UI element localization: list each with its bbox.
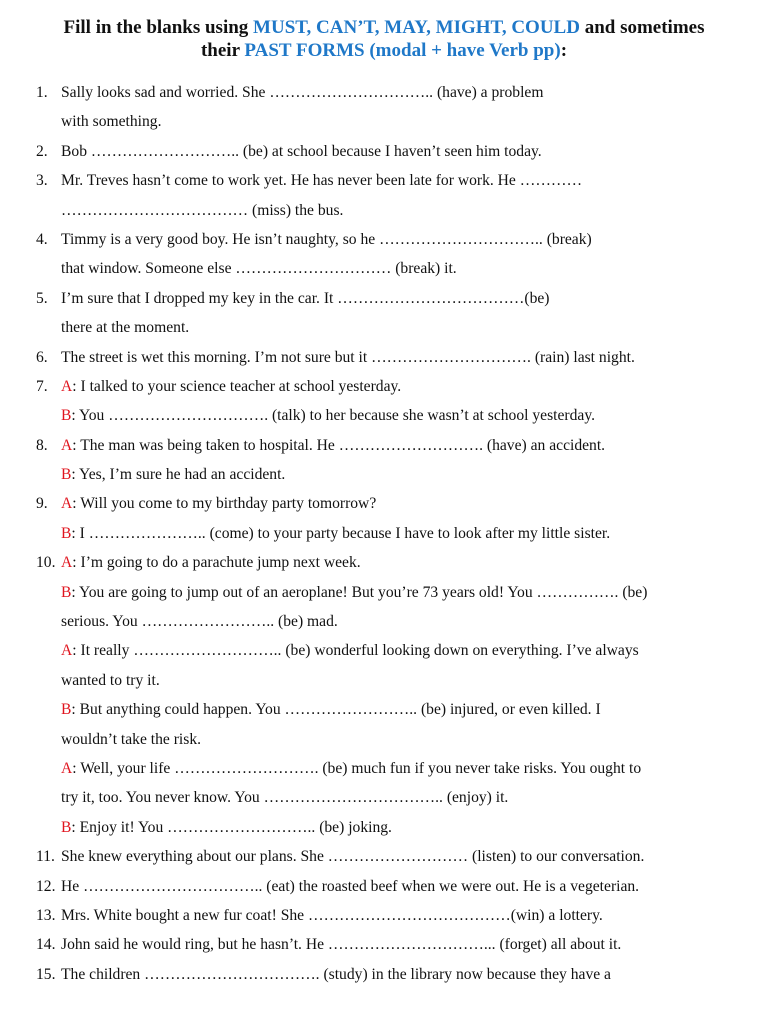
item-number: 4. <box>36 230 48 248</box>
item-number: 2. <box>36 142 48 160</box>
line-text <box>61 519 610 548</box>
line-text <box>61 225 592 254</box>
sentence-text: The street is wet this morning. I’m not sure but it …………………………. (rain) last night. <box>61 348 635 366</box>
sentence-text: The children ……………………………. (study) in the library now because they have a <box>61 965 611 983</box>
line-text <box>61 695 601 724</box>
item-number: 3. <box>36 172 48 190</box>
item-number: 12. <box>36 877 56 895</box>
line-text <box>61 842 644 871</box>
line-text <box>61 313 189 342</box>
item-number: 1. <box>36 84 48 101</box>
line-text <box>61 548 361 577</box>
line-text <box>61 930 621 959</box>
line-text <box>61 636 639 665</box>
exercise-line <box>0 107 768 136</box>
line-text <box>61 901 603 930</box>
sentence-text: ……………………………… (miss) the bus. <box>61 201 344 219</box>
exercise-line <box>0 519 768 548</box>
title-modals-highlight: MUST, CAN’T, MAY, MIGHT, COULD <box>253 17 580 38</box>
speaker-label: B <box>61 818 72 836</box>
exercise-line <box>0 548 768 577</box>
sentence-text: Mr. Treves hasn’t come to work yet. He has never been late for work. He ………… <box>61 172 583 190</box>
sentence-text: : But anything could happen. You …………………….. (be) injured, or even killed. I <box>71 701 601 719</box>
exercise-line <box>0 166 768 195</box>
sentence-text: with something. <box>61 113 162 131</box>
speaker-label: A <box>61 495 73 513</box>
exercise-line <box>0 489 768 518</box>
sentence-text: that window. Someone else ………………………… (break) it. <box>61 260 457 278</box>
speaker-label: B <box>61 524 72 542</box>
title-text: : <box>560 40 568 61</box>
item-number: 13. <box>36 906 56 924</box>
line-text <box>61 78 543 107</box>
exercise-line <box>0 872 768 901</box>
sentence-text: : It really ……………………….. (be) wonderful looking down on everything. I’ve always <box>72 642 639 660</box>
sentence-text: I’m sure that I dropped my key in the car. It ………………………………(be) <box>61 289 550 307</box>
line-text <box>61 783 508 812</box>
sentence-text: He …………………………….. (eat) the roasted beef when we were out. He is a vegeterian. <box>61 877 640 895</box>
exercise-line <box>0 666 768 695</box>
line-text <box>61 578 647 607</box>
exercise-line <box>0 196 768 225</box>
item-number: 10. <box>36 554 56 572</box>
sentence-text: : Well, your life ………………………. (be) much fun if you never take risks. You ought to <box>72 759 642 777</box>
exercise-line <box>0 901 768 930</box>
sentence-text: : You …………………………. (talk) to her because she wasn’t at school yesterday. <box>71 407 596 425</box>
line-text <box>61 343 635 372</box>
sentence-text: She knew everything about our plans. She ……………………… (listen) to our conversation. <box>61 848 645 866</box>
exercise-line <box>0 313 768 342</box>
item-number: 15. <box>36 965 56 983</box>
line-text <box>61 725 201 754</box>
speaker-label: B <box>61 407 72 425</box>
sentence-text: there at the moment. <box>61 319 190 337</box>
line-text <box>61 813 392 842</box>
exercise-line <box>0 754 768 783</box>
exercise-list <box>0 78 768 989</box>
title-text: their <box>200 40 245 61</box>
sentence-text: : I talked to your science teacher at school yesterday. <box>72 377 402 395</box>
item-number: 8. <box>36 436 48 454</box>
exercise-line <box>0 225 768 254</box>
line-text <box>61 431 605 460</box>
line-text <box>61 872 639 901</box>
sentence-text: Bob ……………………….. (be) at school because I haven’t seen him today. <box>61 142 542 160</box>
sentence-text: : Enjoy it! You ……………………….. (be) joking. <box>71 818 392 836</box>
title-line-2 <box>0 39 768 62</box>
line-text <box>61 460 285 489</box>
exercise-line <box>0 930 768 959</box>
speaker-label: A <box>61 554 73 572</box>
exercise-line <box>0 695 768 724</box>
line-text <box>61 284 550 313</box>
sentence-text: : You are going to jump out of an aeroplane! But you’re 73 years old! You ……………. (be) <box>71 583 648 601</box>
sentence-text: wouldn’t take the risk. <box>61 730 202 748</box>
speaker-label: B <box>61 466 72 484</box>
line-text <box>61 196 343 225</box>
sentence-text: Sally looks sad and worried. She ………………………….. (have) a problem <box>61 84 544 101</box>
exercise-line <box>0 783 768 812</box>
line-text <box>61 607 338 636</box>
sentence-text: John said he would ring, but he hasn’t. He …………………………... (forget) all about it. <box>61 936 622 954</box>
title-line-1 <box>0 16 768 39</box>
speaker-label: A <box>61 436 73 454</box>
sentence-text: : Will you come to my birthday party tomorrow? <box>72 495 377 513</box>
exercise-line <box>0 636 768 665</box>
speaker-label: B <box>61 583 72 601</box>
sentence-text: Timmy is a very good boy. He isn’t naughty, so he ………………………….. (break) <box>61 230 592 248</box>
item-number: 6. <box>36 348 48 366</box>
exercise-line <box>0 960 768 989</box>
exercise-line <box>0 78 768 107</box>
item-number: 5. <box>36 289 48 307</box>
title-past-forms-highlight: PAST FORMS (modal + have Verb pp) <box>244 40 561 61</box>
exercise-line <box>0 343 768 372</box>
exercise-line <box>0 401 768 430</box>
sentence-text: : I ………………….. (come) to your party because I have to look after my little sister. <box>71 524 611 542</box>
sentence-text: Mrs. White bought a new fur coat! She …………………………………(win) a lottery. <box>61 906 603 924</box>
sentence-text: serious. You …………………….. (be) mad. <box>61 613 338 631</box>
exercise-line <box>0 607 768 636</box>
line-text <box>61 372 401 401</box>
line-text <box>61 754 641 783</box>
title-text: and sometimes <box>579 17 705 38</box>
speaker-label: A <box>61 642 73 660</box>
title-text: Fill in the blanks using <box>63 17 254 38</box>
item-number: 7. <box>36 377 48 395</box>
exercise-line <box>0 813 768 842</box>
line-text <box>61 166 582 195</box>
exercise-line <box>0 842 768 871</box>
exercise-line <box>0 431 768 460</box>
sentence-text: : Yes, I’m sure he had an accident. <box>71 466 286 484</box>
exercise-line <box>0 137 768 166</box>
sentence-text: try it, too. You never know. You …………………………….. (enjoy) it. <box>61 789 509 807</box>
item-number: 11. <box>36 848 55 866</box>
speaker-label: A <box>61 759 73 777</box>
item-number: 14. <box>36 936 56 954</box>
line-text <box>61 107 162 136</box>
item-number: 9. <box>36 495 48 513</box>
speaker-label: B <box>61 701 72 719</box>
exercise-line <box>0 725 768 754</box>
exercise-line <box>0 254 768 283</box>
exercise-line <box>0 372 768 401</box>
sentence-text: : I’m going to do a parachute jump next week. <box>72 554 361 572</box>
speaker-label: A <box>61 377 73 395</box>
line-text <box>61 960 611 989</box>
worksheet-title <box>0 16 768 62</box>
line-text <box>61 666 160 695</box>
line-text <box>61 489 376 518</box>
line-text <box>61 254 457 283</box>
exercise-line <box>0 284 768 313</box>
sentence-text: wanted to try it. <box>61 671 160 689</box>
line-text <box>61 401 595 430</box>
exercise-line <box>0 578 768 607</box>
sentence-text: : The man was being taken to hospital. He ………………………. (have) an accident. <box>72 436 606 454</box>
line-text <box>61 137 542 166</box>
exercise-line <box>0 460 768 489</box>
